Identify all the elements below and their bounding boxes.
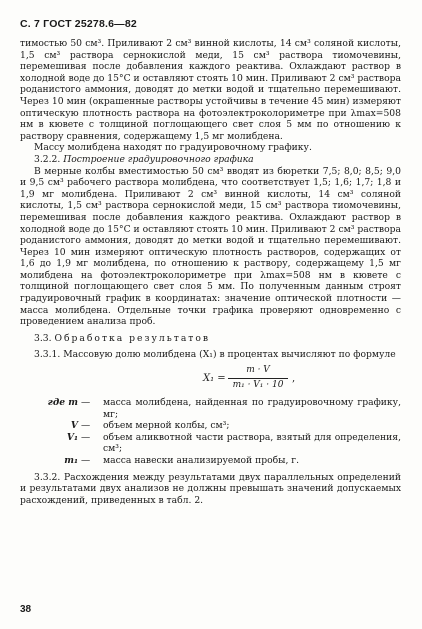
page-body — [20, 38, 401, 506]
definition-symbol: V — [70, 420, 78, 432]
formula-lhs: X₁ = — [203, 373, 226, 385]
section-title: Обработка результатов — [54, 332, 211, 344]
paragraph-3-3-1: 3.3.1. Массовую долю молибдена (X₁) в процентах вычисляют по формуле — [34, 349, 396, 361]
definition-row — [20, 420, 401, 432]
definition-row — [20, 432, 401, 455]
section-3-2-2-heading — [20, 154, 401, 166]
formula-comma: , — [292, 373, 296, 385]
paragraph-calibration: В мерные колбы вместимостью 50 см³ вводят из бюретки 7,5; 8,0; 8,5; 9,0 и 9,5 см³ рабочего раствора молибдена, что соответствует 1,5; 1,6; 1,7; 1,8 и 1,9 мг молибдена. Приливают 2 см³ винной кислоты, 14 см³ соляной кислоты, 1,5 см³ раствора сернокислой меди, 15 см³ раствора тиомочевины, перемешивая после добавления каждого реактива. Охлаждают раствор в холодной воде до 15°С и оставляют стоять 10 мин. Приливают 2 см³ раствора роданистого аммония, доводят до метки водой и тщательно перемешивают. Через 10 мин измеряют оптическую плотность растворов, содержащих от 1,6 до 1,9 мг молибдена, по отношению к раствору, содержащему 1,5 мг молибдена на фотоэлектроколориметре при λmax=508 нм в кювете с толщиной поглощающего свет слоя 5 мм. По полученным данным строят градуировочный график в координатах: значение оптической плотности — масса молибдена. Отдельные точки графика проверяют одновременно с проведением анализа проб. — [20, 165, 401, 328]
definition-row — [20, 397, 401, 420]
definition-symbol: где m — [47, 397, 78, 409]
definition-row — [20, 455, 401, 467]
definition-dash: — — [81, 397, 91, 409]
section-number: 3.3. — [34, 332, 52, 344]
paragraph-mass-from-graph: Массу молибдена находят по градуировочному графику. — [34, 142, 312, 154]
definition-symbol: V₁ — [66, 431, 78, 443]
page-number: 38 — [20, 604, 32, 615]
section-number: 3.2.2. — [34, 153, 61, 165]
definition-dash: — — [81, 431, 91, 443]
formula-denominator: m₁ · V₁ · 10 — [232, 379, 284, 390]
paragraph-3-3-2: 3.3.2. Расхождения между результатами двух параллельных определений и результатами двух анализов не должны превышать значений допускаемых расхождений, приведенных в табл. 2. — [20, 471, 401, 506]
definition-dash: — — [81, 455, 91, 466]
definition-symbol: m₁ — [64, 455, 78, 466]
definition-text: масса навески анализируемой пробы, г. — [103, 455, 300, 466]
paragraph-continuation: тимостью 50 см³. Приливают 2 см³ винной кислоты, 14 см³ соляной кислоты, 1,5 см³ раствора сернокислой меди, 15 см³ раствора тиомочевины, перемешивая после добавления каждого реактива. Охлаждают раствор в холодной воде до 15°С и оставляют стоять 10 мин. Приливают 2 см³ раствора роданистого аммония, доводят до метки водой и тщательно перемешивают. Через 10 мин (окрашенные растворы устойчивы в течение 45 мин) измеряют оптическую плотность раствора на фотоэлектроколориметре при λmax=508 нм в кювете с толщиной поглощающего свет слоя 5 мм по отношению к раствору сравнения, содержащему 1,5 мг молибдена. — [20, 38, 401, 142]
definition-text: масса молибдена, найденная по градуировочному графику, мг; — [103, 397, 401, 420]
section-title: Построение градуировочного графика — [63, 153, 254, 165]
definitions-list — [20, 397, 401, 467]
definition-dash: — — [81, 420, 91, 432]
section-3-3-heading — [20, 333, 401, 345]
formula — [20, 363, 401, 395]
formula-numerator: m · V — [228, 365, 288, 379]
definition-text: объем мерной колбы, см³; — [103, 420, 230, 432]
definition-text: объем аликвотной части раствора, взятый для определения, см³; — [103, 431, 401, 455]
page-header: С. 7 ГОСТ 25278.6—82 — [20, 18, 137, 30]
formula-fraction — [228, 365, 288, 391]
